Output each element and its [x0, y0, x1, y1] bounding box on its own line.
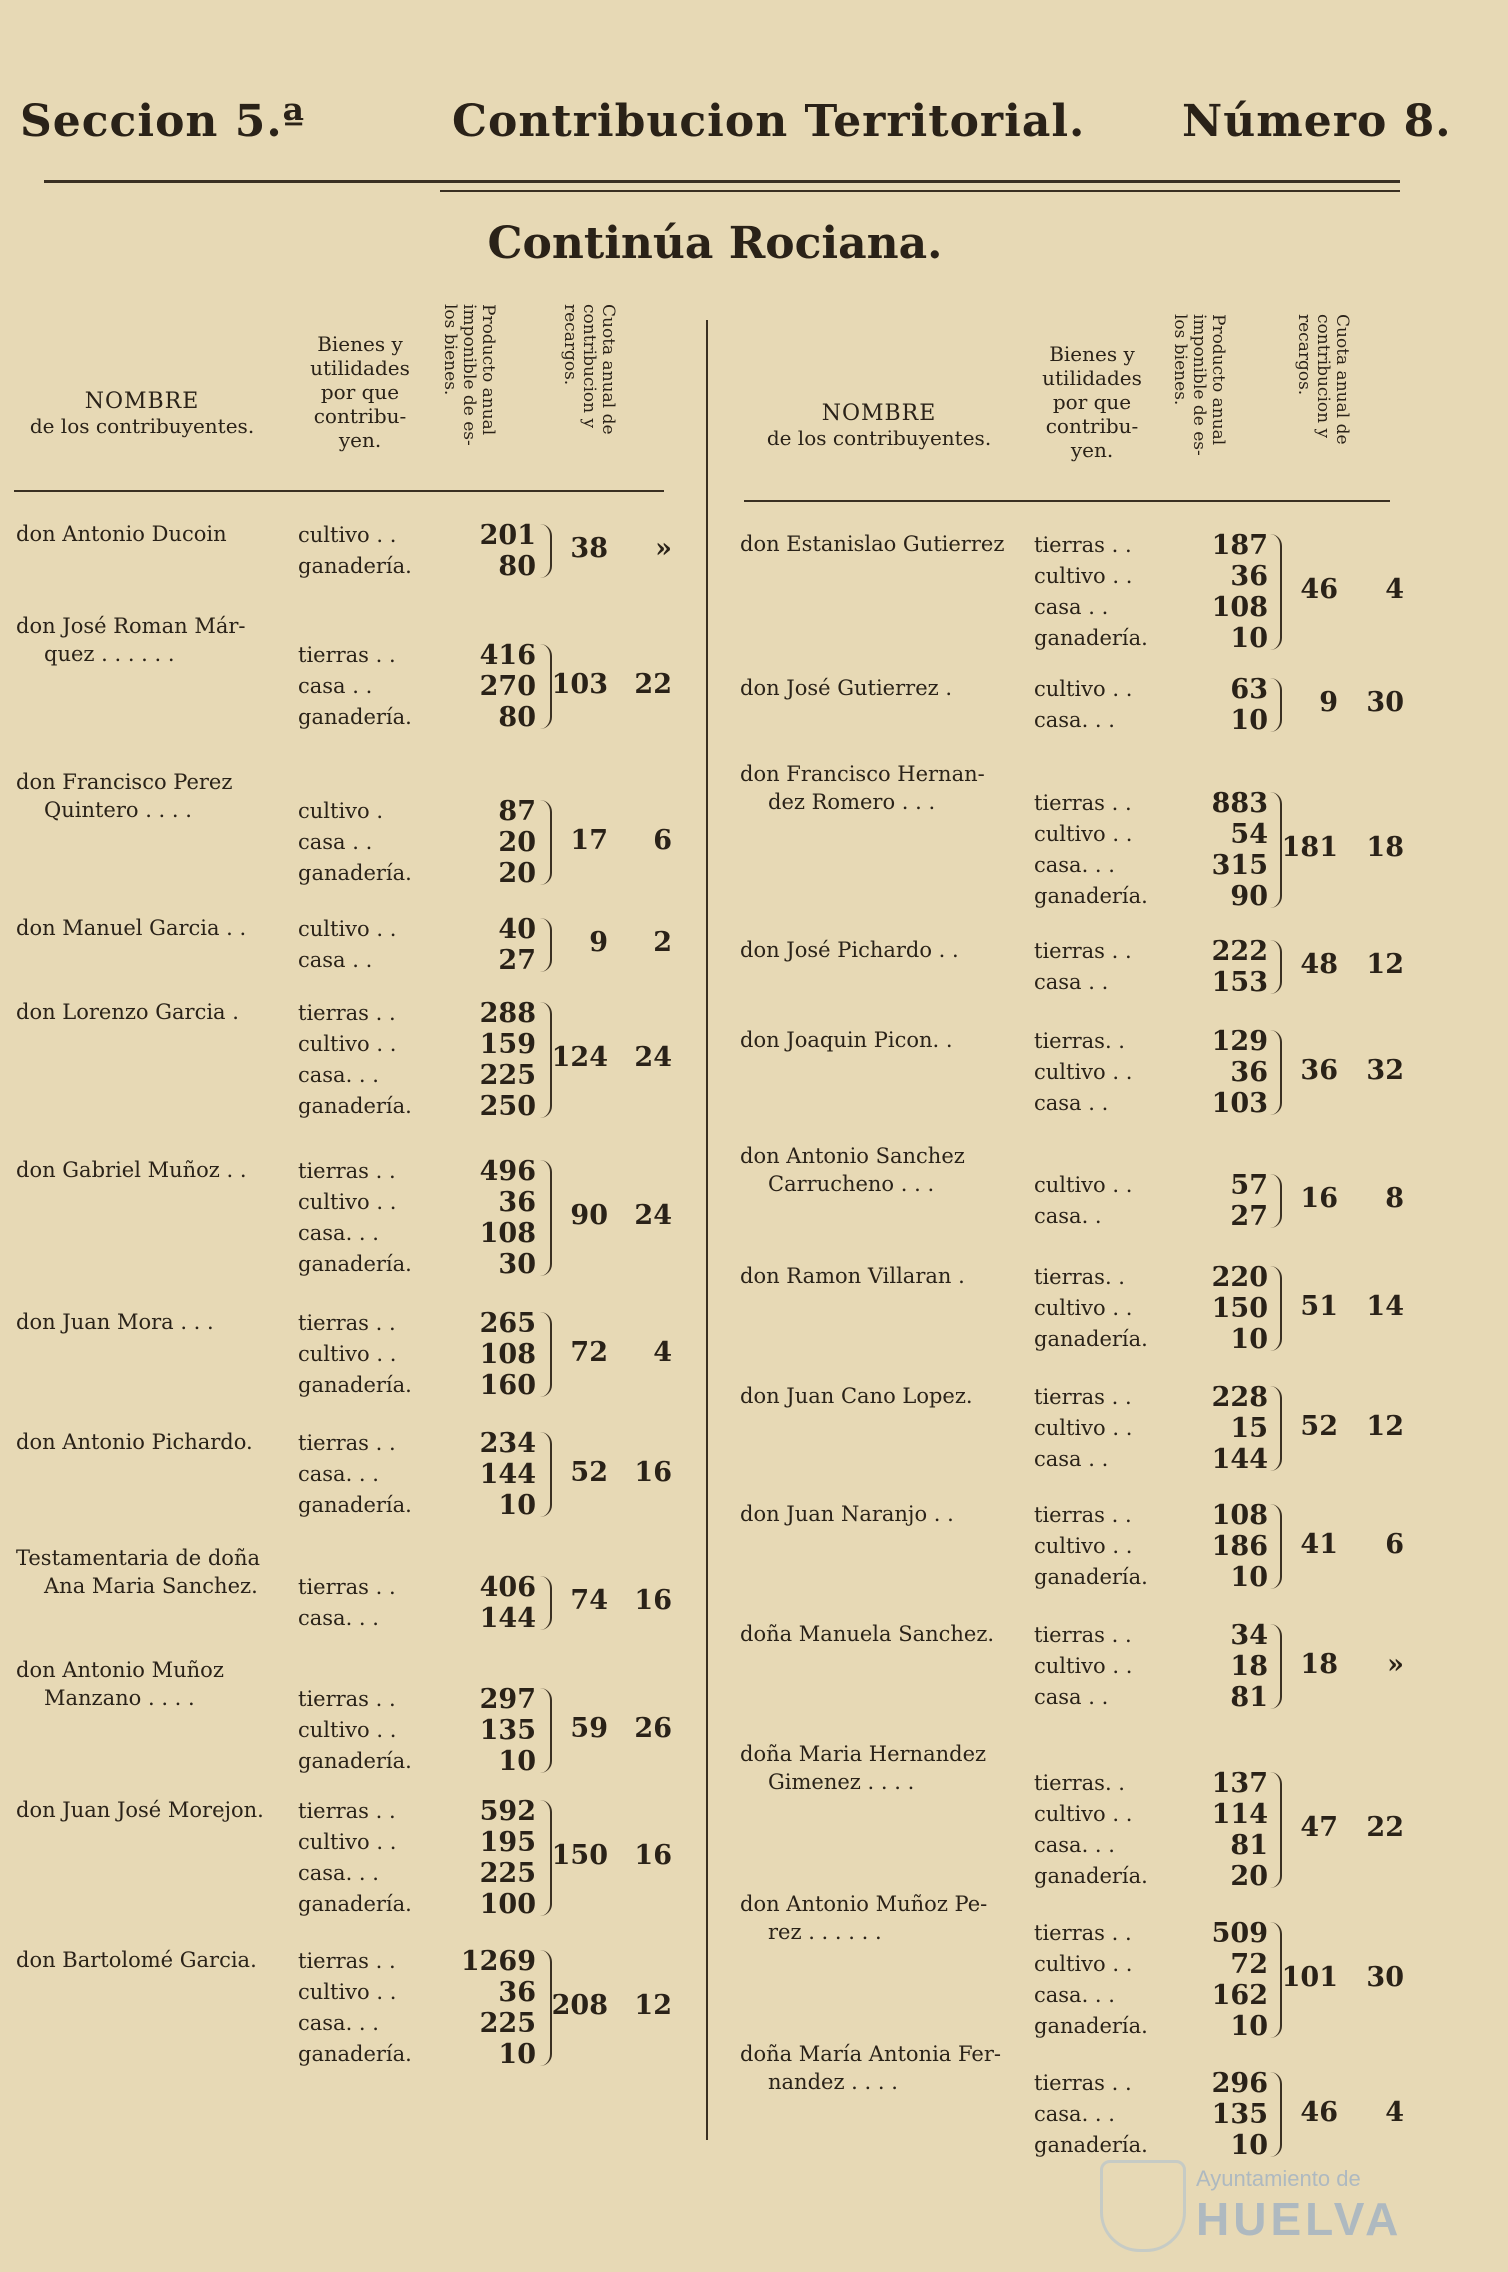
- annual-quota-cents: 2: [653, 927, 672, 958]
- annual-quota-cents: 24: [634, 1042, 672, 1073]
- taxable-product: 225: [479, 1060, 536, 1091]
- taxable-product: 10: [1230, 2011, 1268, 2042]
- contributor-name: don Joaquin Picon. .: [740, 1028, 953, 1052]
- taxable-product: 129: [1211, 1026, 1268, 1057]
- property-type: ganadería.: [1034, 884, 1148, 908]
- annual-quota-cents: 4: [653, 1336, 672, 1368]
- annual-quota: 101: [1281, 1962, 1338, 1993]
- annual-quota: 18: [1300, 1648, 1338, 1680]
- property-type: cultivo . .: [298, 1032, 397, 1056]
- taxable-product: 1269: [460, 1946, 536, 1977]
- taxable-product: 159: [479, 1029, 536, 1060]
- producto-header-right: Producto anual imponible de es- los bienes.: [1170, 314, 1228, 456]
- taxable-product: 20: [498, 827, 536, 858]
- taxable-product: 90: [1230, 881, 1268, 912]
- taxable-product: 250: [479, 1091, 536, 1122]
- taxable-product: 20: [498, 858, 536, 889]
- property-type: tierras . .: [298, 1949, 396, 1973]
- property-type: cultivo . .: [1034, 677, 1133, 701]
- taxable-product: 36: [498, 1187, 536, 1218]
- page-title: Continúa Rociana.: [487, 218, 943, 269]
- nombre-header-right: [744, 402, 1014, 450]
- taxable-product: 496: [479, 1156, 536, 1187]
- taxable-product: 108: [1211, 592, 1268, 623]
- section-label: Seccion 5.ª: [20, 96, 306, 147]
- annual-quota-cents: 14: [1366, 1290, 1404, 1322]
- annual-quota-cents: 18: [1366, 832, 1404, 863]
- property-type: tierras . .: [1034, 2071, 1132, 2095]
- contributor-name: don José Roman Már-: [16, 614, 246, 638]
- property-type: cultivo . .: [298, 1190, 397, 1214]
- taxable-product: 160: [479, 1370, 536, 1401]
- annual-quota: 17: [570, 824, 608, 856]
- contributor-name: don Antonio Pichardo.: [16, 1430, 253, 1454]
- property-type: cultivo . .: [1034, 1534, 1133, 1558]
- taxable-product: 27: [498, 945, 536, 976]
- property-type: casa. . .: [298, 1063, 379, 1087]
- annual-quota-cents: 22: [634, 668, 672, 700]
- contributor-name: nandez . . . .: [768, 2070, 898, 2094]
- property-type: ganadería.: [298, 1493, 412, 1517]
- property-type: casa. . .: [1034, 853, 1115, 877]
- taxable-product: 54: [1230, 819, 1268, 850]
- annual-quota: 72: [570, 1336, 608, 1368]
- taxable-product: 195: [479, 1827, 536, 1858]
- property-type: cultivo . .: [298, 523, 397, 547]
- header-rule: [44, 180, 1400, 183]
- annual-quota-cents: 30: [1366, 687, 1404, 718]
- annual-quota: 36: [1300, 1054, 1338, 1086]
- property-type: casa . .: [1034, 595, 1109, 619]
- annual-quota: 51: [1300, 1290, 1338, 1322]
- property-type: cultivo . .: [298, 917, 397, 941]
- property-type: tierras. .: [1034, 1771, 1125, 1795]
- contributor-name: dez Romero . . .: [768, 790, 936, 814]
- taxable-product: 135: [479, 1715, 536, 1746]
- annual-quota-cents: 6: [1385, 1528, 1404, 1560]
- taxable-product: 883: [1211, 788, 1268, 819]
- nombre-header-subtitle-right: de los contribuyentes.: [766, 426, 992, 450]
- contributor-name: Gimenez . . . .: [768, 1770, 915, 1794]
- annual-quota: 181: [1281, 832, 1338, 863]
- contributor-name: don Bartolomé Garcia.: [16, 1948, 257, 1972]
- contributor-name: don Estanislao Gutierrez: [740, 532, 1005, 556]
- contributor-name: don Antonio Muñoz Pe-: [740, 1892, 988, 1916]
- taxable-product: 10: [1230, 705, 1268, 736]
- annual-quota-cents: 16: [634, 1585, 672, 1616]
- contributor-name: don Juan José Morejon.: [16, 1798, 264, 1822]
- taxable-product: 187: [1211, 530, 1268, 561]
- contributor-name: Manzano . . . .: [44, 1686, 195, 1710]
- taxable-product: 297: [479, 1684, 536, 1715]
- property-type: cultivo . .: [1034, 1952, 1133, 1976]
- property-type: tierras . .: [298, 1001, 396, 1025]
- property-type: tierras. .: [1034, 1265, 1125, 1289]
- property-type: cultivo .: [298, 799, 384, 823]
- contributor-name: Ana Maria Sanchez.: [44, 1574, 258, 1598]
- taxable-product: 18: [1230, 1651, 1268, 1682]
- annual-quota-cents: 12: [634, 1990, 672, 2021]
- property-type: casa. . .: [298, 1606, 379, 1630]
- annual-quota-cents: »: [655, 533, 672, 564]
- taxable-product: 63: [1230, 674, 1268, 705]
- annual-quota: 47: [1300, 1812, 1338, 1843]
- coat-of-arms-watermark: [1100, 2160, 1186, 2252]
- property-type: ganadería.: [1034, 1864, 1148, 1888]
- taxable-product: 225: [479, 2008, 536, 2039]
- property-type: ganadería.: [298, 861, 412, 885]
- property-type: tierras . .: [298, 643, 396, 667]
- taxable-product: 222: [1211, 936, 1268, 967]
- property-type: cultivo . .: [298, 1980, 397, 2004]
- property-type: ganadería.: [298, 1892, 412, 1916]
- taxable-product: 153: [1211, 967, 1268, 998]
- taxable-product: 144: [479, 1603, 536, 1634]
- property-type: casa. . .: [1034, 708, 1115, 732]
- contributor-name: don Juan Cano Lopez.: [740, 1384, 973, 1408]
- number-label: Número 8.: [1182, 96, 1452, 147]
- taxable-product: 81: [1230, 1830, 1268, 1861]
- taxable-product: 36: [1230, 1057, 1268, 1088]
- property-type: ganadería.: [298, 2042, 412, 2066]
- contributor-name: doña Manuela Sanchez.: [740, 1622, 995, 1646]
- annual-quota-cents: 30: [1366, 1962, 1404, 1993]
- taxable-product: 10: [1230, 2130, 1268, 2161]
- contributor-name: Testamentaria de doña: [16, 1546, 260, 1570]
- annual-quota: 150: [551, 1840, 608, 1871]
- annual-quota-cents: 4: [1385, 574, 1404, 605]
- annual-quota-cents: 22: [1366, 1812, 1404, 1843]
- property-type: tierras . .: [1034, 1921, 1132, 1945]
- annual-quota: 103: [551, 668, 608, 700]
- annual-quota: 208: [551, 1990, 608, 2021]
- contributor-name: doña Maria Hernandez: [740, 1742, 987, 1766]
- property-type: tierras . .: [298, 1431, 396, 1455]
- taxable-product: 10: [1230, 623, 1268, 654]
- annual-quota-cents: 16: [634, 1840, 672, 1871]
- property-type: cultivo . .: [1034, 564, 1133, 588]
- taxable-product: 162: [1211, 1980, 1268, 2011]
- annual-quota: 41: [1300, 1528, 1338, 1560]
- property-type: casa. . .: [298, 1861, 379, 1885]
- taxable-product: 114: [1211, 1799, 1268, 1830]
- taxable-product: 201: [479, 520, 536, 551]
- property-type: tierras . .: [1034, 791, 1132, 815]
- taxable-product: 36: [498, 1977, 536, 2008]
- taxable-product: 220: [1211, 1262, 1268, 1293]
- property-type: casa . .: [298, 948, 373, 972]
- property-type: cultivo . .: [298, 1718, 397, 1742]
- left-header-rule: [14, 490, 664, 492]
- cuota-header-right: Cuota anual de contribucion y recargos.: [1294, 314, 1352, 445]
- property-type: ganadería.: [298, 1749, 412, 1773]
- annual-quota-cents: 6: [653, 824, 672, 856]
- property-type: casa . .: [298, 674, 373, 698]
- property-type: ganadería.: [298, 705, 412, 729]
- property-type: tierras . .: [1034, 1503, 1132, 1527]
- annual-quota-cents: 32: [1366, 1054, 1404, 1086]
- taxable-product: 265: [479, 1308, 536, 1339]
- taxable-product: 234: [479, 1428, 536, 1459]
- property-type: casa. . .: [1034, 2102, 1115, 2126]
- contributor-name: quez . . . . . .: [44, 642, 175, 666]
- taxable-product: 108: [1211, 1500, 1268, 1531]
- contributor-name: don Lorenzo Garcia .: [16, 1000, 239, 1024]
- property-type: casa. . .: [298, 1221, 379, 1245]
- nombre-header: [14, 390, 270, 438]
- property-type: ganadería.: [1034, 1565, 1148, 1589]
- annual-quota: 38: [570, 533, 608, 564]
- property-type: casa . .: [1034, 1685, 1109, 1709]
- contributor-name: don Francisco Perez: [16, 770, 233, 794]
- taxable-product: 144: [479, 1459, 536, 1490]
- taxable-product: 40: [498, 914, 536, 945]
- property-type: ganadería.: [298, 554, 412, 578]
- contributor-name: don Francisco Hernan-: [740, 762, 985, 786]
- taxable-product: 10: [498, 1746, 536, 1777]
- taxable-product: 100: [479, 1889, 536, 1920]
- taxable-product: 137: [1211, 1768, 1268, 1799]
- annual-quota-cents: 4: [1385, 2096, 1404, 2128]
- taxable-product: 72: [1230, 1949, 1268, 1980]
- contributor-name: don José Pichardo . .: [740, 938, 959, 962]
- taxable-product: 150: [1211, 1293, 1268, 1324]
- property-type: tierras . .: [1034, 939, 1132, 963]
- property-type: casa . .: [1034, 1447, 1109, 1471]
- taxable-product: 144: [1211, 1444, 1268, 1475]
- annual-quota-cents: 12: [1366, 1410, 1404, 1442]
- taxable-product: 34: [1230, 1620, 1268, 1651]
- taxable-product: 416: [479, 640, 536, 671]
- property-type: cultivo . .: [1034, 1173, 1133, 1197]
- property-type: tierras . .: [298, 1799, 396, 1823]
- annual-quota: 9: [1319, 687, 1338, 718]
- bienes-header-right: Bienes y utilidades por que contribu- yen.: [1042, 342, 1142, 462]
- taxable-product: 87: [498, 796, 536, 827]
- annual-quota: 124: [551, 1042, 608, 1073]
- property-type: cultivo . .: [298, 1830, 397, 1854]
- property-type: ganadería.: [298, 1094, 412, 1118]
- annual-quota: 46: [1300, 2096, 1338, 2128]
- annual-quota-cents: 8: [1385, 1183, 1404, 1214]
- property-type: tierras . .: [1034, 533, 1132, 557]
- taxable-product: 27: [1230, 1201, 1268, 1232]
- nombre-header-title-right: NOMBRE: [821, 401, 937, 426]
- taxable-product: 406: [479, 1572, 536, 1603]
- property-type: tierras. .: [1034, 1029, 1125, 1053]
- taxable-product: 10: [498, 1490, 536, 1521]
- taxable-product: 270: [479, 671, 536, 702]
- taxable-product: 288: [479, 998, 536, 1029]
- annual-quota: 9: [589, 927, 608, 958]
- taxable-product: 20: [1230, 1861, 1268, 1892]
- annual-quota-cents: 12: [1366, 949, 1404, 980]
- contributor-name: doña María Antonia Fer-: [740, 2042, 1001, 2066]
- contributor-name: don Manuel Garcia . .: [16, 916, 247, 940]
- taxable-product: 108: [479, 1339, 536, 1370]
- property-type: casa. . .: [1034, 1833, 1115, 1857]
- annual-quota: 90: [570, 1200, 608, 1231]
- property-type: cultivo . .: [1034, 1654, 1133, 1678]
- taxable-product: 15: [1230, 1413, 1268, 1444]
- contributor-name: don Antonio Ducoin: [16, 522, 227, 546]
- property-type: cultivo . .: [1034, 1060, 1133, 1084]
- annual-quota-cents: »: [1387, 1648, 1404, 1680]
- property-type: cultivo . .: [298, 1342, 397, 1366]
- property-type: tierras . .: [298, 1159, 396, 1183]
- contributor-name: don Ramon Villaran .: [740, 1264, 965, 1288]
- property-type: tierras . .: [298, 1575, 396, 1599]
- property-type: ganadería.: [298, 1373, 412, 1397]
- nombre-header-title: NOMBRE: [84, 389, 200, 414]
- taxable-product: 108: [479, 1218, 536, 1249]
- taxable-product: 30: [498, 1249, 536, 1280]
- cuota-header: Cuota anual de contribucion y recargos.: [560, 304, 618, 435]
- contributor-name: don José Gutierrez .: [740, 676, 953, 700]
- annual-quota: 74: [570, 1585, 608, 1616]
- taxable-product: 57: [1230, 1170, 1268, 1201]
- taxable-product: 103: [1211, 1088, 1268, 1119]
- contributor-name: don Antonio Sanchez: [740, 1144, 965, 1168]
- annual-quota: 59: [570, 1712, 608, 1744]
- property-type: tierras . .: [298, 1687, 396, 1711]
- document-heading: Contribucion Territorial.: [452, 96, 1086, 147]
- taxable-product: 80: [498, 551, 536, 582]
- nombre-header-subtitle: de los contribuyentes.: [29, 414, 255, 438]
- contributor-name: don Antonio Muñoz: [16, 1658, 224, 1682]
- property-type: casa . .: [298, 830, 373, 854]
- property-type: cultivo . .: [1034, 1802, 1133, 1826]
- taxable-product: 509: [1211, 1918, 1268, 1949]
- property-type: casa. .: [1034, 1204, 1102, 1228]
- taxable-product: 135: [1211, 2099, 1268, 2130]
- taxable-product: 10: [498, 2039, 536, 2070]
- right-header-rule: [744, 500, 1390, 502]
- contributor-name: Quintero . . . .: [44, 798, 192, 822]
- annual-quota-cents: 26: [634, 1712, 672, 1744]
- taxable-product: 315: [1211, 850, 1268, 881]
- property-type: ganadería.: [1034, 2014, 1148, 2038]
- property-type: ganadería.: [298, 1252, 412, 1276]
- property-type: cultivo . .: [1034, 822, 1133, 846]
- header-rule-secondary: [440, 190, 1400, 192]
- taxable-product: 225: [479, 1858, 536, 1889]
- contributor-name: Carrucheno . . .: [768, 1172, 935, 1196]
- taxable-product: 10: [1230, 1562, 1268, 1593]
- contributor-name: rez . . . . . .: [768, 1920, 882, 1944]
- bienes-header: Bienes y utilidades por que contribu- yen.: [310, 332, 410, 452]
- property-type: tierras . .: [1034, 1385, 1132, 1409]
- annual-quota: 52: [570, 1456, 608, 1488]
- annual-quota-cents: 24: [634, 1200, 672, 1231]
- taxable-product: 80: [498, 702, 536, 733]
- property-type: casa . .: [1034, 1091, 1109, 1115]
- column-divider: [706, 320, 708, 2140]
- property-type: casa . .: [1034, 970, 1109, 994]
- contributor-name: don Juan Mora . . .: [16, 1310, 214, 1334]
- taxable-product: 10: [1230, 1324, 1268, 1355]
- taxable-product: 228: [1211, 1382, 1268, 1413]
- annual-quota-cents: 16: [634, 1456, 672, 1488]
- watermark-line2: HUELVA: [1196, 2193, 1403, 2245]
- property-type: ganadería.: [1034, 1327, 1148, 1351]
- watermark-line1: Ayuntamiento de: [1196, 2166, 1361, 2191]
- producto-header: Producto anual imponible de es- los bienes.: [440, 304, 498, 446]
- property-type: casa. . .: [298, 2011, 379, 2035]
- property-type: cultivo . .: [1034, 1296, 1133, 1320]
- property-type: ganadería.: [1034, 2133, 1148, 2157]
- annual-quota: 52: [1300, 1410, 1338, 1442]
- contributor-name: don Juan Naranjo . .: [740, 1502, 954, 1526]
- annual-quota: 16: [1300, 1183, 1338, 1214]
- property-type: tierras . .: [1034, 1623, 1132, 1647]
- taxable-product: 186: [1211, 1531, 1268, 1562]
- annual-quota: 46: [1300, 574, 1338, 605]
- taxable-product: 592: [479, 1796, 536, 1827]
- property-type: ganadería.: [1034, 626, 1148, 650]
- annual-quota: 48: [1300, 949, 1338, 980]
- taxable-product: 36: [1230, 561, 1268, 592]
- property-type: cultivo . .: [1034, 1416, 1133, 1440]
- taxable-product: 296: [1211, 2068, 1268, 2099]
- property-type: casa. . .: [1034, 1983, 1115, 2007]
- property-type: tierras . .: [298, 1311, 396, 1335]
- contributor-name: don Gabriel Muñoz . .: [16, 1158, 247, 1182]
- property-type: casa. . .: [298, 1462, 379, 1486]
- taxable-product: 81: [1230, 1682, 1268, 1713]
